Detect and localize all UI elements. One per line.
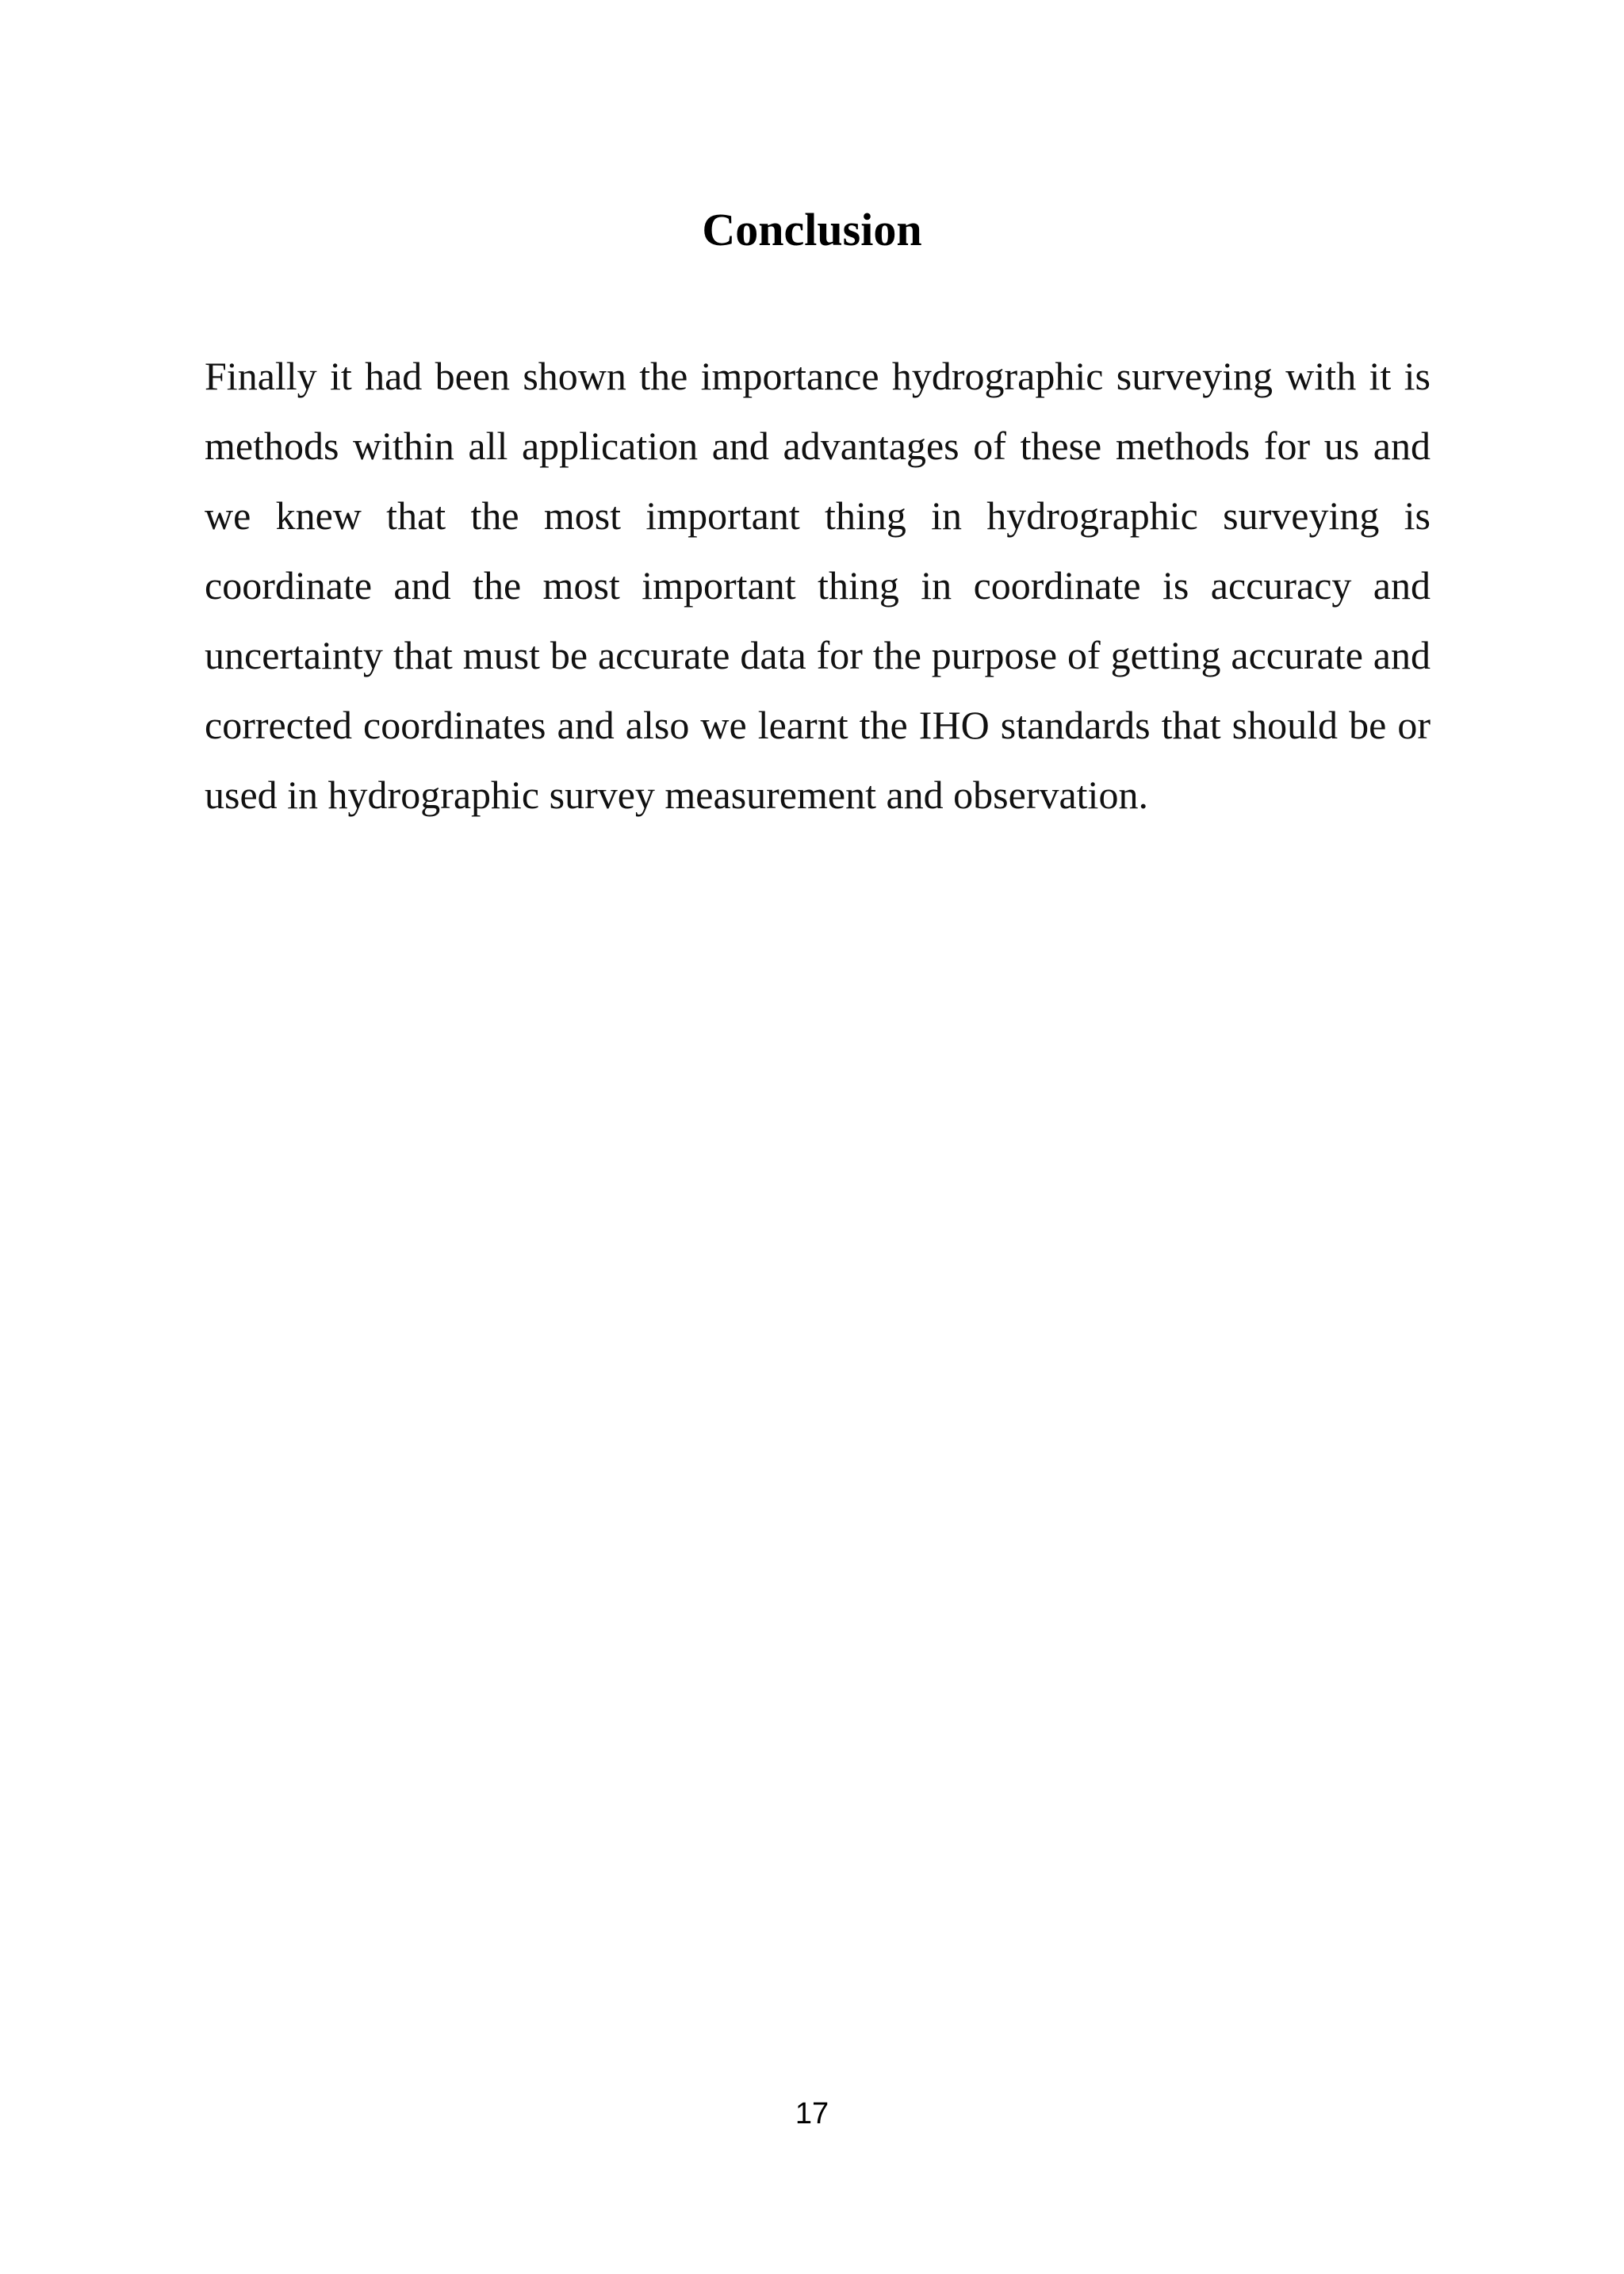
page-title: Conclusion: [702, 204, 922, 255]
page-number: 17: [795, 2097, 829, 2130]
conclusion-paragraph: Finally it had been shown the importance hydrographic surveying with it is methods within all application and advantages of these methods for us and we knew that the most important thing in hydrographic surveying is coordinate and the most important thing in coordinate is accuracy and uncertainty that must be accurate data for the purpose of getting accurate and corrected coordinates and also we learnt the IHO standards that should be or used in hydrographic survey measurement and observation.: [205, 354, 1431, 817]
